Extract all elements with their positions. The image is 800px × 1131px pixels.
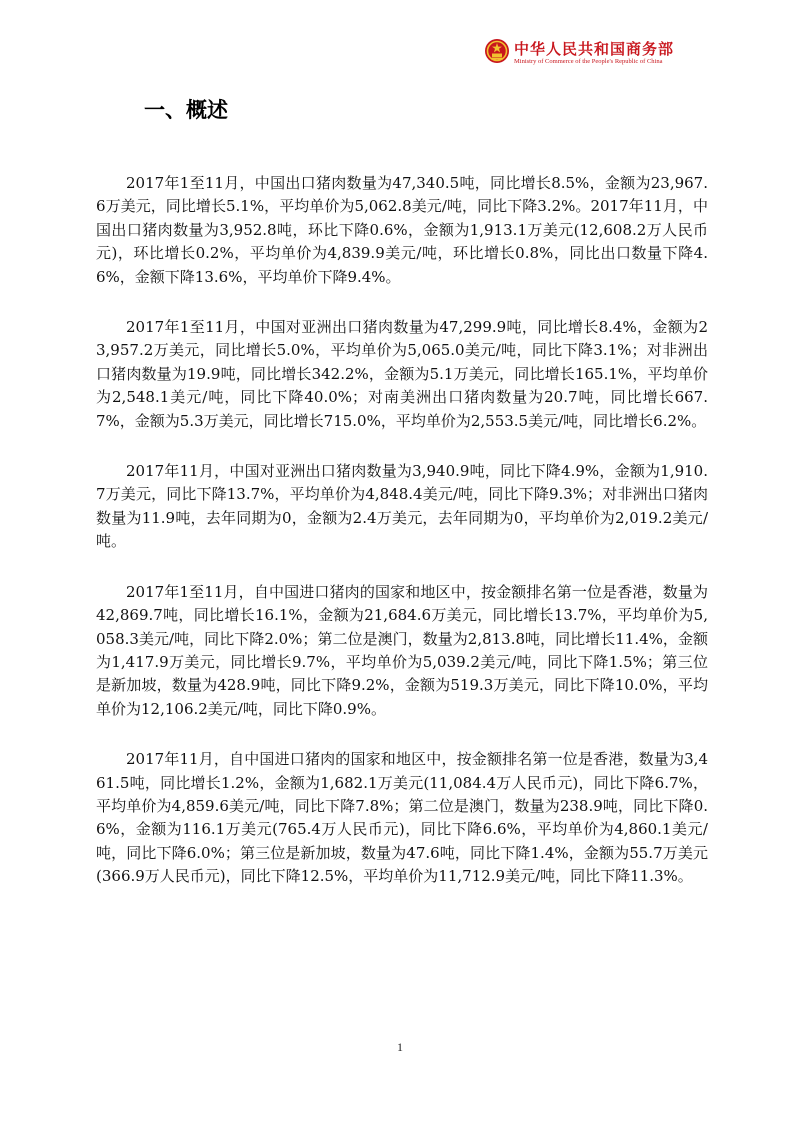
org-subtitle: Ministry of Commerce of the People's Republic of China: [514, 58, 663, 65]
document-body: [96, 172, 708, 916]
page-number: 1: [397, 1040, 403, 1054]
paragraph-top-destinations-nov: 2017年11月，自中国进口猪肉的国家和地区中，按金额排名第一位是香港，数量为3,461.5吨，同比增长1.2%，金额为1,682.1万美元(11,084.4万人民币元)，同比下降6.7%，平均单价为4,859.6美元/吨，同比下降7.8%；第二位是澳门，数量为238.9吨，同比下降0.6%，金额为116.1万美元(765.4万人民币元)，同比下降6.6%，平均单价为4,860.1美元/吨，同比下降6.0%；第三位是新加坡，数量为47.6吨，同比下降1.4%，金额为55.7万美元(366.9万人民币元)，同比下降12.5%，平均单价为11,712.9美元/吨，同比下降11.3%。: [96, 750, 708, 886]
paragraph-export-by-continent-nov: 2017年11月，中国对亚洲出口猪肉数量为3,940.9吨，同比下降4.9%，金额为1,910.7万美元，同比下降13.7%，平均单价为4,848.4美元/吨，同比下降9.3%；对非洲出口猪肉数量为11.9吨，去年同期为0，金额为2.4万美元，去年同期为0，平均单价为2,019.2美元/吨。: [96, 462, 708, 551]
paragraph-export-by-continent-ytd: 2017年1至11月，中国对亚洲出口猪肉数量为47,299.9吨，同比增长8.4%，金额为23,957.2万美元，同比增长5.0%，平均单价为5,065.0美元/吨，同比下降3.1%；对非洲出口猪肉数量为19.9吨，同比增长342.2%，金额为5.1万美元，同比增长165.1%，平均单价为2,548.1美元/吨，同比下降40.0%；对南美洲出口猪肉数量为20.7吨，同比增长667.7%，金额为5.3万美元，同比增长715.0%，平均单价为2,553.5美元/吨，同比增长6.2%。: [96, 318, 708, 430]
page-header: [484, 36, 784, 76]
paragraph-top-destinations-ytd: 2017年1至11月，自中国进口猪肉的国家和地区中，按金额排名第一位是香港，数量为42,869.7吨，同比增长16.1%，金额为21,684.6万美元，同比增长13.7%，平均单价为5,058.3美元/吨，同比下降2.0%；第二位是澳门，数量为2,813.8吨，同比增长11.4%，金额为1,417.9万美元，同比增长9.7%，平均单价为5,039.2美元/吨，同比下降1.5%；第三位是新加坡，数量为428.9吨，同比下降9.2%，金额为519.3万美元，同比下降10.0%，平均单价为12,106.2美元/吨，同比下降0.9%。: [96, 582, 708, 718]
paragraph-export-overview: 2017年1至11月，中国出口猪肉数量为47,340.5吨，同比增长8.5%，金额为23,967.6万美元，同比增长5.1%，平均单价为5,062.8美元/吨，同比下降3.2%。2017年11月，中国出口猪肉数量为3,952.8吨，环比下降0.6%，金额为1,913.1万美元(12,608.2万人民币元)，环比增长0.2%，平均单价为4,839.9美元/吨，环比增长0.8%，同比出口数量下降4.6%，金额下降13.6%，平均单价下降9.4%。: [96, 174, 708, 286]
national-emblem-icon: [484, 38, 510, 64]
section-title: 一、概述: [144, 98, 228, 122]
org-title: 中华人民共和国商务部: [514, 40, 675, 58]
